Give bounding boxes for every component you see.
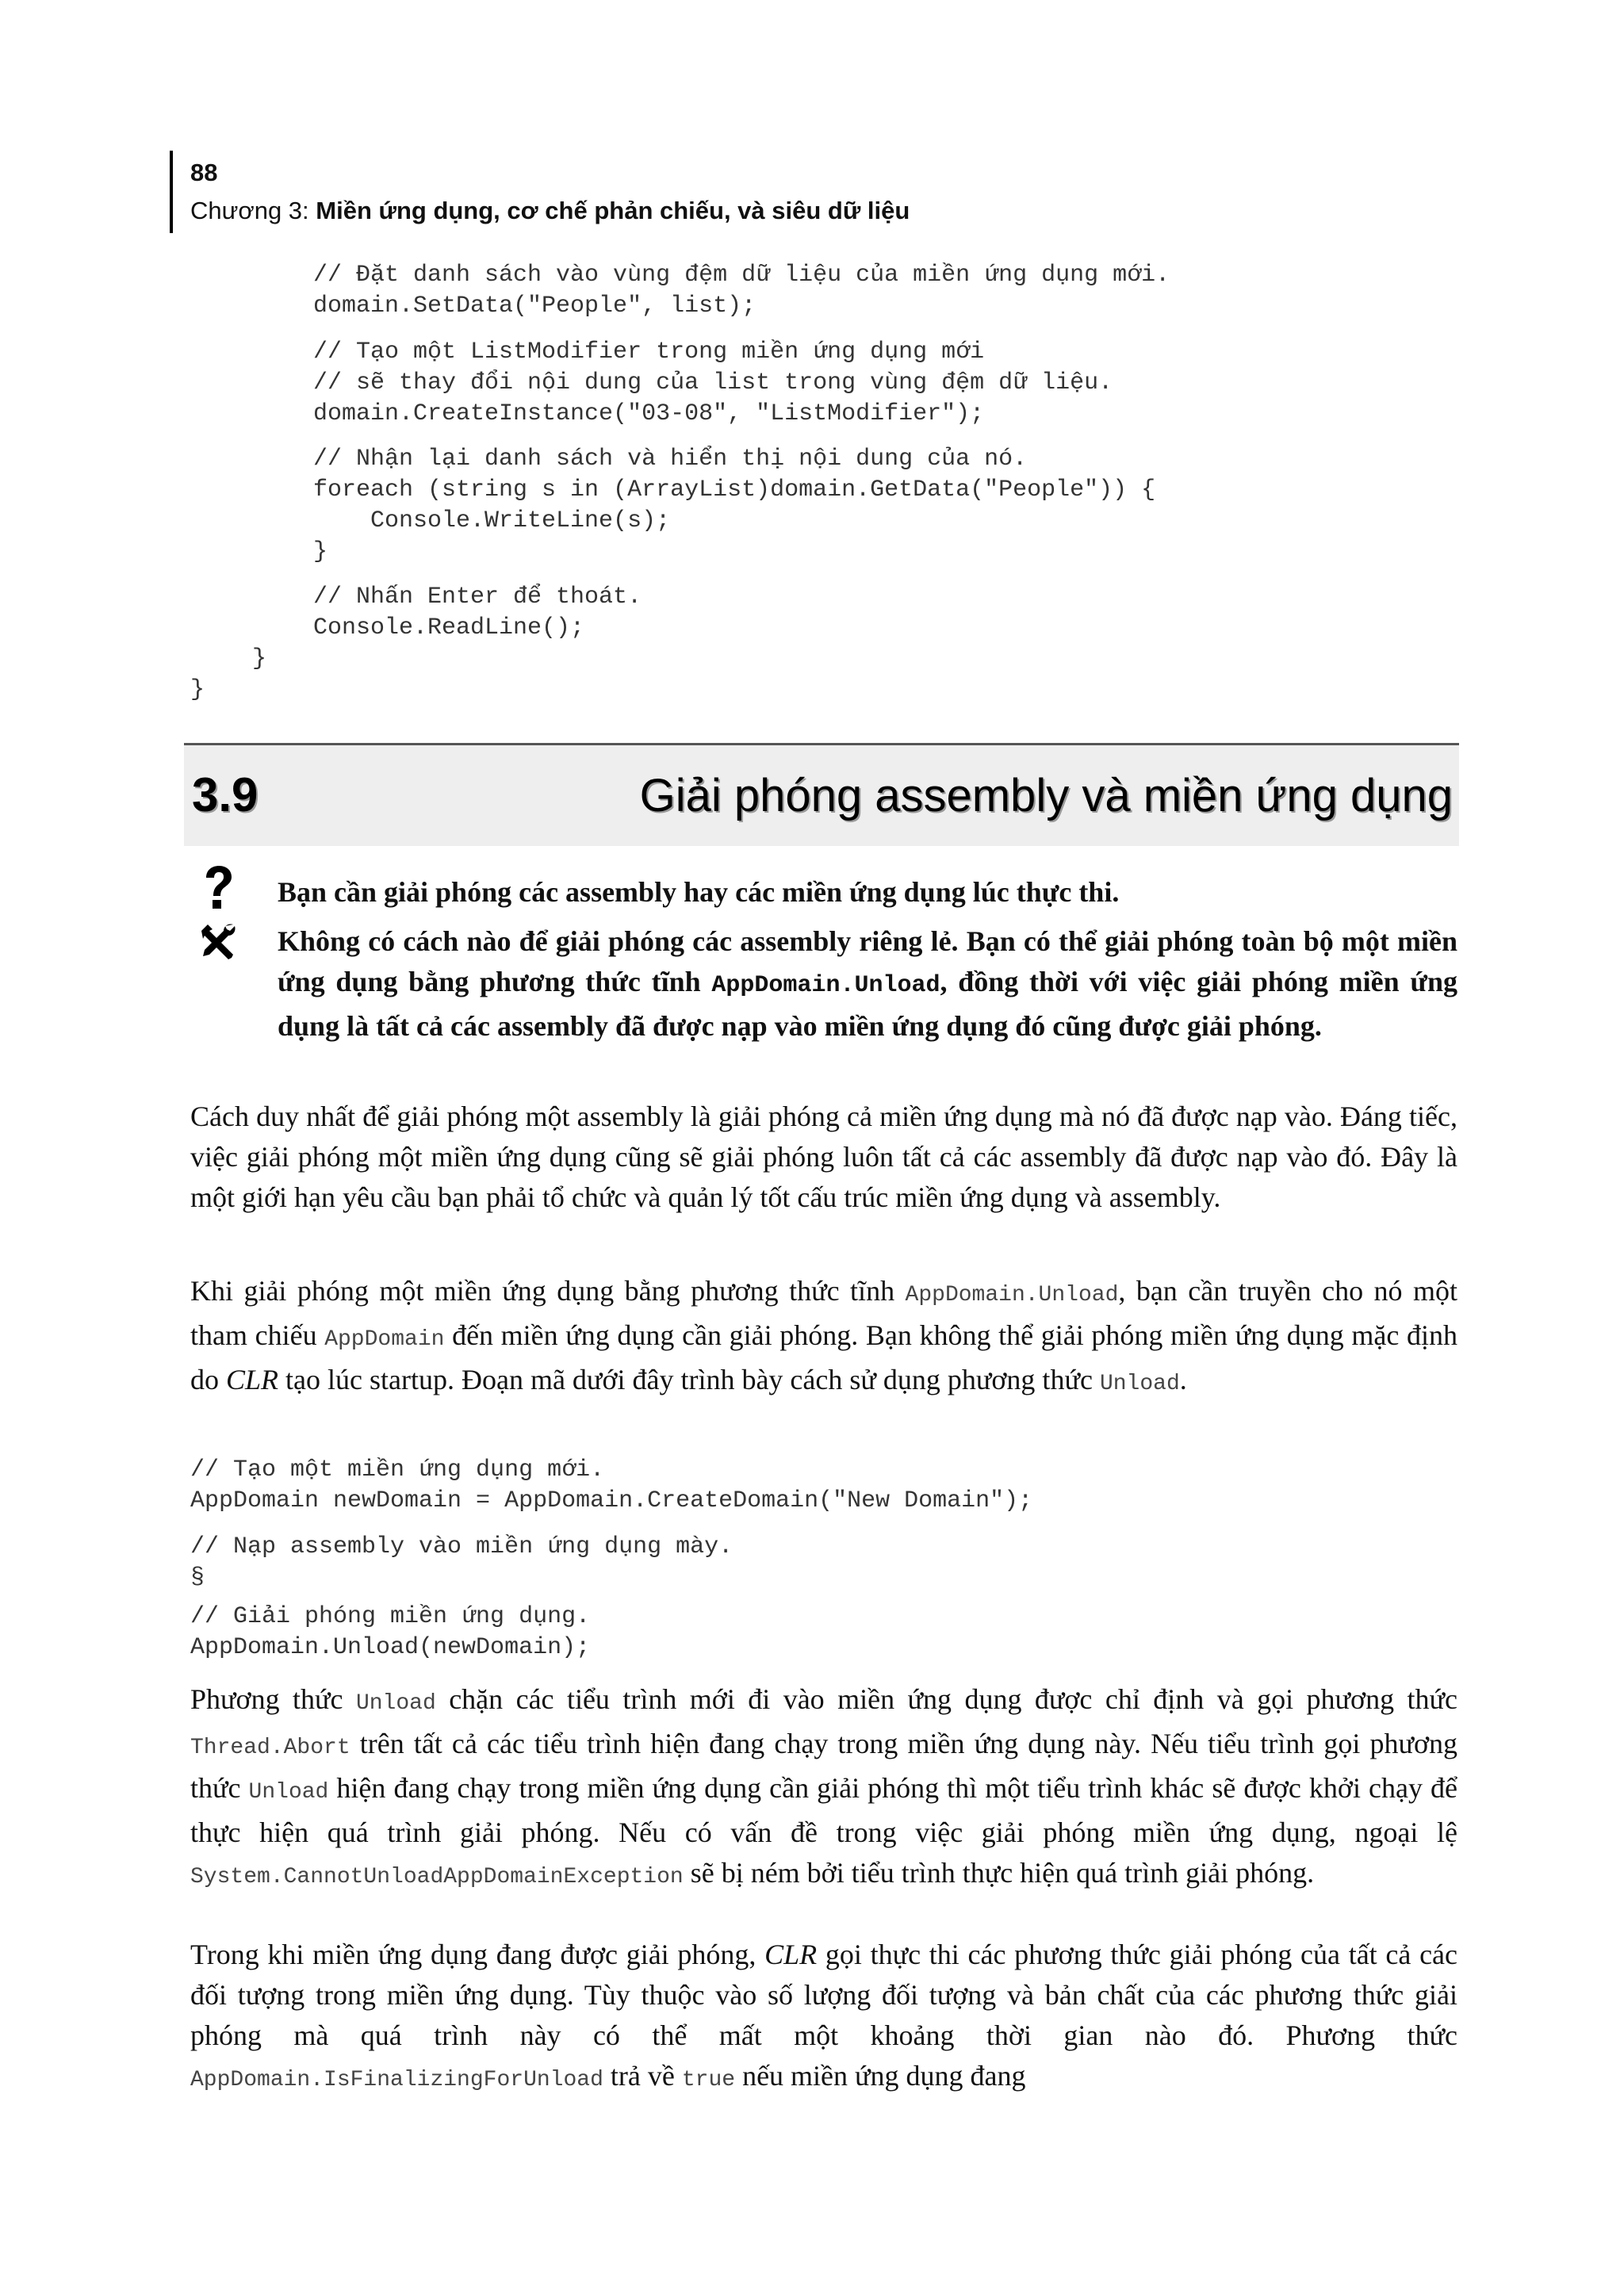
paragraph-text: Khi giải phóng một miền ứng dụng bằng phương thức tĩnh [190, 1275, 906, 1307]
code-line: domain.SetData("People", list); [313, 293, 756, 320]
paragraph-4 [190, 1935, 1457, 2100]
inline-code: Unload [355, 1691, 436, 1716]
code-line: AppDomain.Unload(newDomain); [190, 1634, 591, 1661]
code-line: // Đặt danh sách vào vùng đệm dữ liệu của miền ứng dụng mới. [313, 262, 1170, 289]
clr-term: CLR [764, 1939, 818, 1970]
code-block-2 [190, 1455, 1032, 1517]
header-rule [170, 151, 173, 233]
inline-code: System.CannotUnloadAppDomainException [190, 1865, 684, 1889]
inline-code: AppDomain.Unload [711, 972, 940, 999]
code-line: // Nhấn Enter để thoát. [313, 584, 642, 611]
code-line: Console.ReadLine(); [313, 614, 585, 641]
inline-code: Thread.Abort [190, 1736, 350, 1760]
paragraph-text: trên tất cả các tiểu trình hiện đang chạy trong miền ứng dụng này. Nếu tiểu trình gọi phương thức [190, 1728, 1457, 1804]
code-block-2c [190, 1602, 590, 1663]
paragraph-text: Trong khi miền ứng dụng đang được giải phóng, [190, 1939, 765, 1970]
section-number: 3.9 [192, 768, 259, 821]
chapter-heading [190, 197, 910, 225]
code-line: // Nạp assembly vào miền ứng dụng mày. [190, 1533, 733, 1560]
paragraph-text: Phương thức [190, 1683, 356, 1715]
code-group-2 [313, 337, 1113, 430]
code-line: // Nhận lại danh sách và hiển thị nội dung của nó. [313, 446, 1028, 473]
code-line: // Tạo một ListModifier trong miền ứng dụng mới [313, 339, 985, 366]
code-closing-brace-outer: } [190, 676, 205, 703]
code-block-2b [190, 1532, 733, 1594]
inline-code: Unload [248, 1780, 329, 1805]
page-number: 88 [190, 159, 218, 186]
paragraph-1: Cách duy nhất để giải phóng một assembly là giải phóng cả miền ứng dụng mà nó đã được nạp vào. Đáng tiếc, việc giải phóng một miền ứng dụng cũng sẽ giải phóng luôn tất cả các assembly đã được nạp vào đó. Đây là một giới hạn yêu cầu bạn phải tổ chức và quản lý tốt cấu trúc miền ứng dụng và assembly. [190, 1101, 1457, 1213]
code-closing-brace-inner: } [252, 645, 267, 672]
code-line: // Tạo một miền ứng dụng mới. [190, 1457, 605, 1483]
inline-code: AppDomain.IsFinalizingForUnload [190, 2068, 603, 2092]
paragraph-text: hiện đang chạy trong miền ứng dụng cần giải phóng thì một tiểu trình khác sẽ được khởi chạy để thực hiện quá trình giải phóng. Nếu có vấn đề trong việc giải phóng miền ứng dụng, ngoại lệ [190, 1772, 1457, 1848]
code-line: Console.WriteLine(s); [313, 507, 671, 534]
code-group-3 [313, 444, 1155, 568]
solution-text: , đồng thời với việc giải phóng miền ứng dụng là tất cả các assembly đã được nạp vào miền ứng dụng đó cũng được giải phóng. [278, 966, 1457, 1042]
paragraph-text: , bạn cần truyền cho nó một tham chiếu [190, 1275, 1457, 1351]
code-line: AppDomain newDomain = AppDomain.CreateDomain("New Domain"); [190, 1487, 1033, 1514]
code-group-1 [313, 260, 1170, 322]
inline-code: AppDomain.Unload [905, 1283, 1119, 1307]
section-title: Giải phóng assembly và miền ứng dụng [639, 770, 1453, 821]
code-line: // Giải phóng miền ứng dụng. [190, 1603, 591, 1630]
code-group-4 [313, 582, 642, 644]
code-line: § [190, 1564, 205, 1591]
chapter-title: Miền ứng dụng, cơ chế phản chiếu, và siêu dữ liệu [316, 197, 910, 224]
paragraph-text: . [1179, 1364, 1187, 1395]
inline-code: true [681, 2068, 736, 2092]
paragraph-text: sẽ bị ném bởi tiểu trình thực hiện quá trình giải phóng. [683, 1857, 1315, 1889]
code-line: // sẽ thay đổi nội dung của list trong vùng đệm dữ liệu. [313, 369, 1113, 396]
code-line: } [313, 538, 328, 565]
paragraph-text: chặn các tiểu trình mới đi vào miền ứng dụng được chỉ định và gọi phương thức [435, 1683, 1458, 1715]
code-line: foreach (string s in (ArrayList)domain.GetData("People")) { [313, 477, 1156, 503]
code-line: domain.CreateInstance("03-08", "ListModifier"); [313, 400, 985, 427]
inline-code: AppDomain [324, 1327, 445, 1352]
clr-term: CLR [226, 1364, 279, 1395]
paragraph-3 [190, 1679, 1457, 1897]
paragraph-2 [190, 1271, 1457, 1404]
solution-statement [278, 921, 1457, 1047]
paragraph-text: nếu miền ứng dụng đang [735, 2060, 1026, 2092]
chapter-prefix: Chương 3: [190, 197, 316, 224]
paragraph-text: tạo lúc startup. Đoạn mã dưới đây trình bày cách sử dụng phương thức [278, 1364, 1100, 1395]
paragraph-text: gọi thực thi các phương thức giải phóng của tất cả các đối tượng trong miền ứng dụng. Tùy thuộc vào số lượng đối tượng và bản chất của các phương thức giải phóng mà quá trình này có thể mất một khoảng thời gian nào đó. Phương thức [190, 1939, 1457, 2051]
section-heading-bar [184, 743, 1459, 846]
inline-code: Unload [1099, 1372, 1180, 1396]
tools-icon [197, 920, 239, 963]
paragraph-text: trả về [603, 2060, 682, 2092]
paragraph-text: đến miền ứng dụng cần giải phóng. Bạn không thể giải phóng miền ứng dụng mặc định do [190, 1319, 1457, 1395]
problem-statement: Bạn cần giải phóng các assembly hay các miền ứng dụng lúc thực thi. [278, 876, 1120, 908]
solution-text: Không có cách nào để giải phóng các assembly riêng lẻ. Bạn có thể giải phóng toàn bộ một miền ứng dụng bằng phương thức tĩnh [278, 925, 1457, 997]
question-mark-icon [200, 864, 236, 912]
